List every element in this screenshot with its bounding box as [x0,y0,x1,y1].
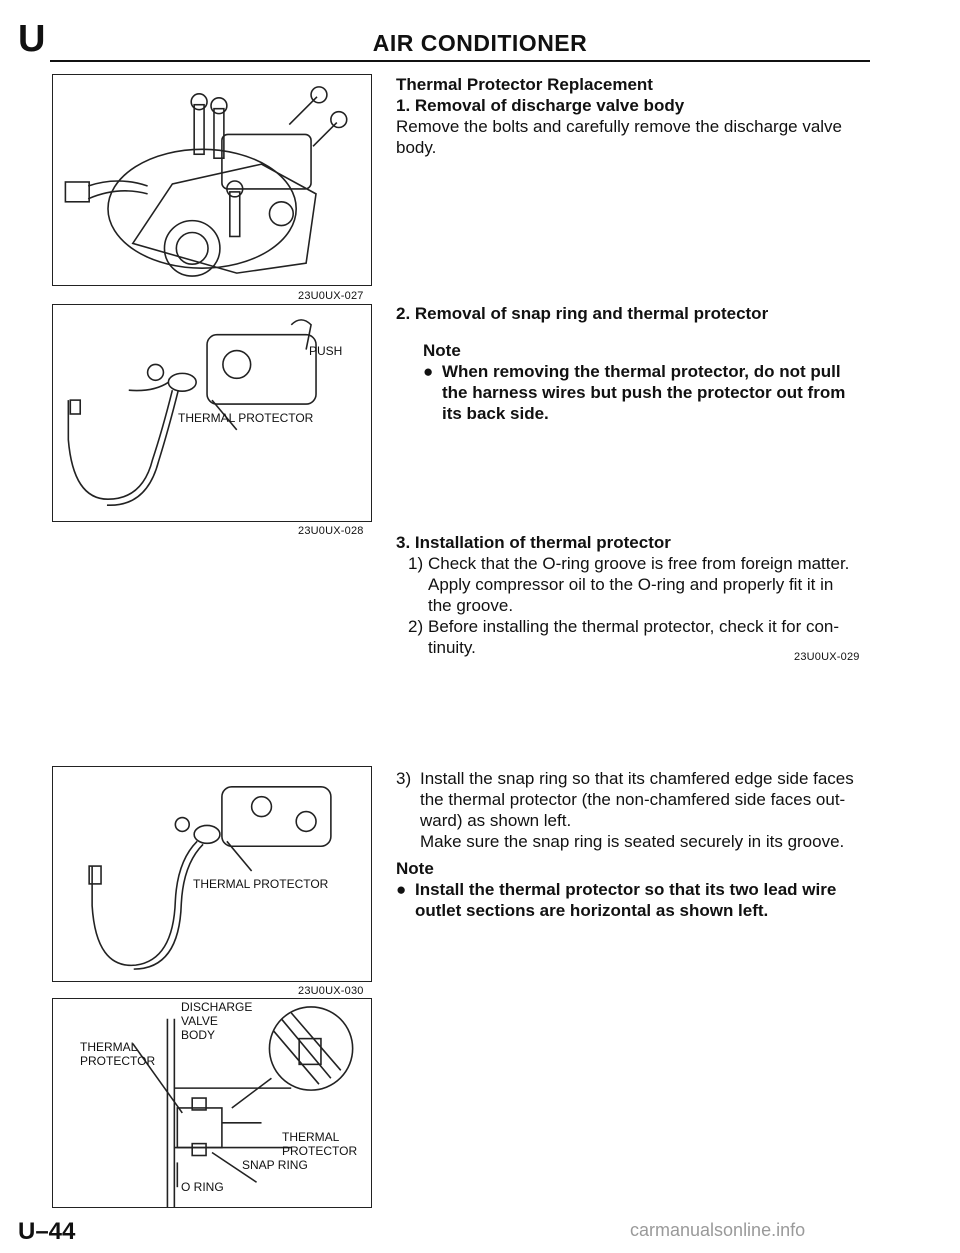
substep-text: Make sure the snap ring is seated securely in its groove. [420,832,845,851]
label-push: PUSH [309,344,343,358]
step-1-heading: 1. Removal of discharge valve body [396,96,685,115]
label-discharge: DISCHARGE [181,1000,253,1014]
page-number: U–44 [18,1218,76,1245]
substep-number: 2) [408,617,424,636]
note-text: When removing the thermal protector, do not pull [442,362,841,381]
label-thermal-protector: THERMAL PROTECTOR [193,877,329,891]
note-text: outlet sections are horizontal as shown left. [415,901,769,920]
step-1-text: body. [396,138,437,157]
substep-text: the groove. [428,596,514,615]
section-letter: U [18,18,46,60]
step-1-text: Remove the bolts and carefully remove the discharge valve [396,117,843,136]
section-heading: Thermal Protector Replacement [396,75,653,94]
note-text: the harness wires but push the protector out from [442,383,846,402]
note-label: Note [396,859,434,878]
label-thermal-left: THERMAL [80,1040,138,1054]
label-valve: VALVE [181,1014,218,1028]
header-rule [50,60,870,62]
substep-text: ward) as shown left. [420,811,572,830]
watermark: carmanualsonline.info [630,1220,806,1240]
thermal-protector-install-illustration [53,767,371,981]
label-thermal-protector: THERMAL PROTECTOR [178,411,314,425]
substep-text: Before installing the thermal protector, check it for con- [428,617,840,636]
label-protector-left: PROTECTOR [80,1054,156,1068]
label-thermal-right: THERMAL [282,1130,340,1144]
page-title: AIR CONDITIONER [372,30,588,56]
note-label: Note [423,341,461,360]
substep-number: 1) [408,554,424,573]
figure-code: 23U0UX-027 [298,290,364,302]
figure-discharge-valve-removal [52,74,372,286]
substep-text: tinuity. [428,638,476,657]
step-2-heading: 2. Removal of snap ring and thermal protector [396,304,769,323]
substep-text: the thermal protector (the non-chamfered side faces out- [420,790,846,809]
substep-text: Apply compressor oil to the O-ring and properly fit it in [428,575,834,594]
figure-code: 23U0UX-028 [298,525,364,537]
label-o-ring: O RING [181,1180,224,1194]
label-body: BODY [181,1028,216,1042]
figure-code: 23U0UX-030 [298,985,364,997]
figure-code: 23U0UX-029 [794,651,860,663]
substep-text: Install the snap ring so that its chamfered edge side faces [420,769,854,788]
compressor-bolts-illustration [53,75,371,285]
substep-number: 3) [396,769,412,788]
figure-thermal-protector-installation [52,766,372,982]
note-text: its back side. [442,404,549,423]
note-bullet: ● [423,362,434,381]
note-text: Install the thermal protector so that its two lead wire [415,880,837,899]
substep-text: Check that the O-ring groove is free from foreign matter. [428,554,850,573]
note-bullet: ● [396,880,407,899]
step-3-heading: 3. Installation of thermal protector [396,533,671,552]
label-snap-ring: SNAP RING [242,1158,308,1172]
label-protector-right: PROTECTOR [282,1144,358,1158]
